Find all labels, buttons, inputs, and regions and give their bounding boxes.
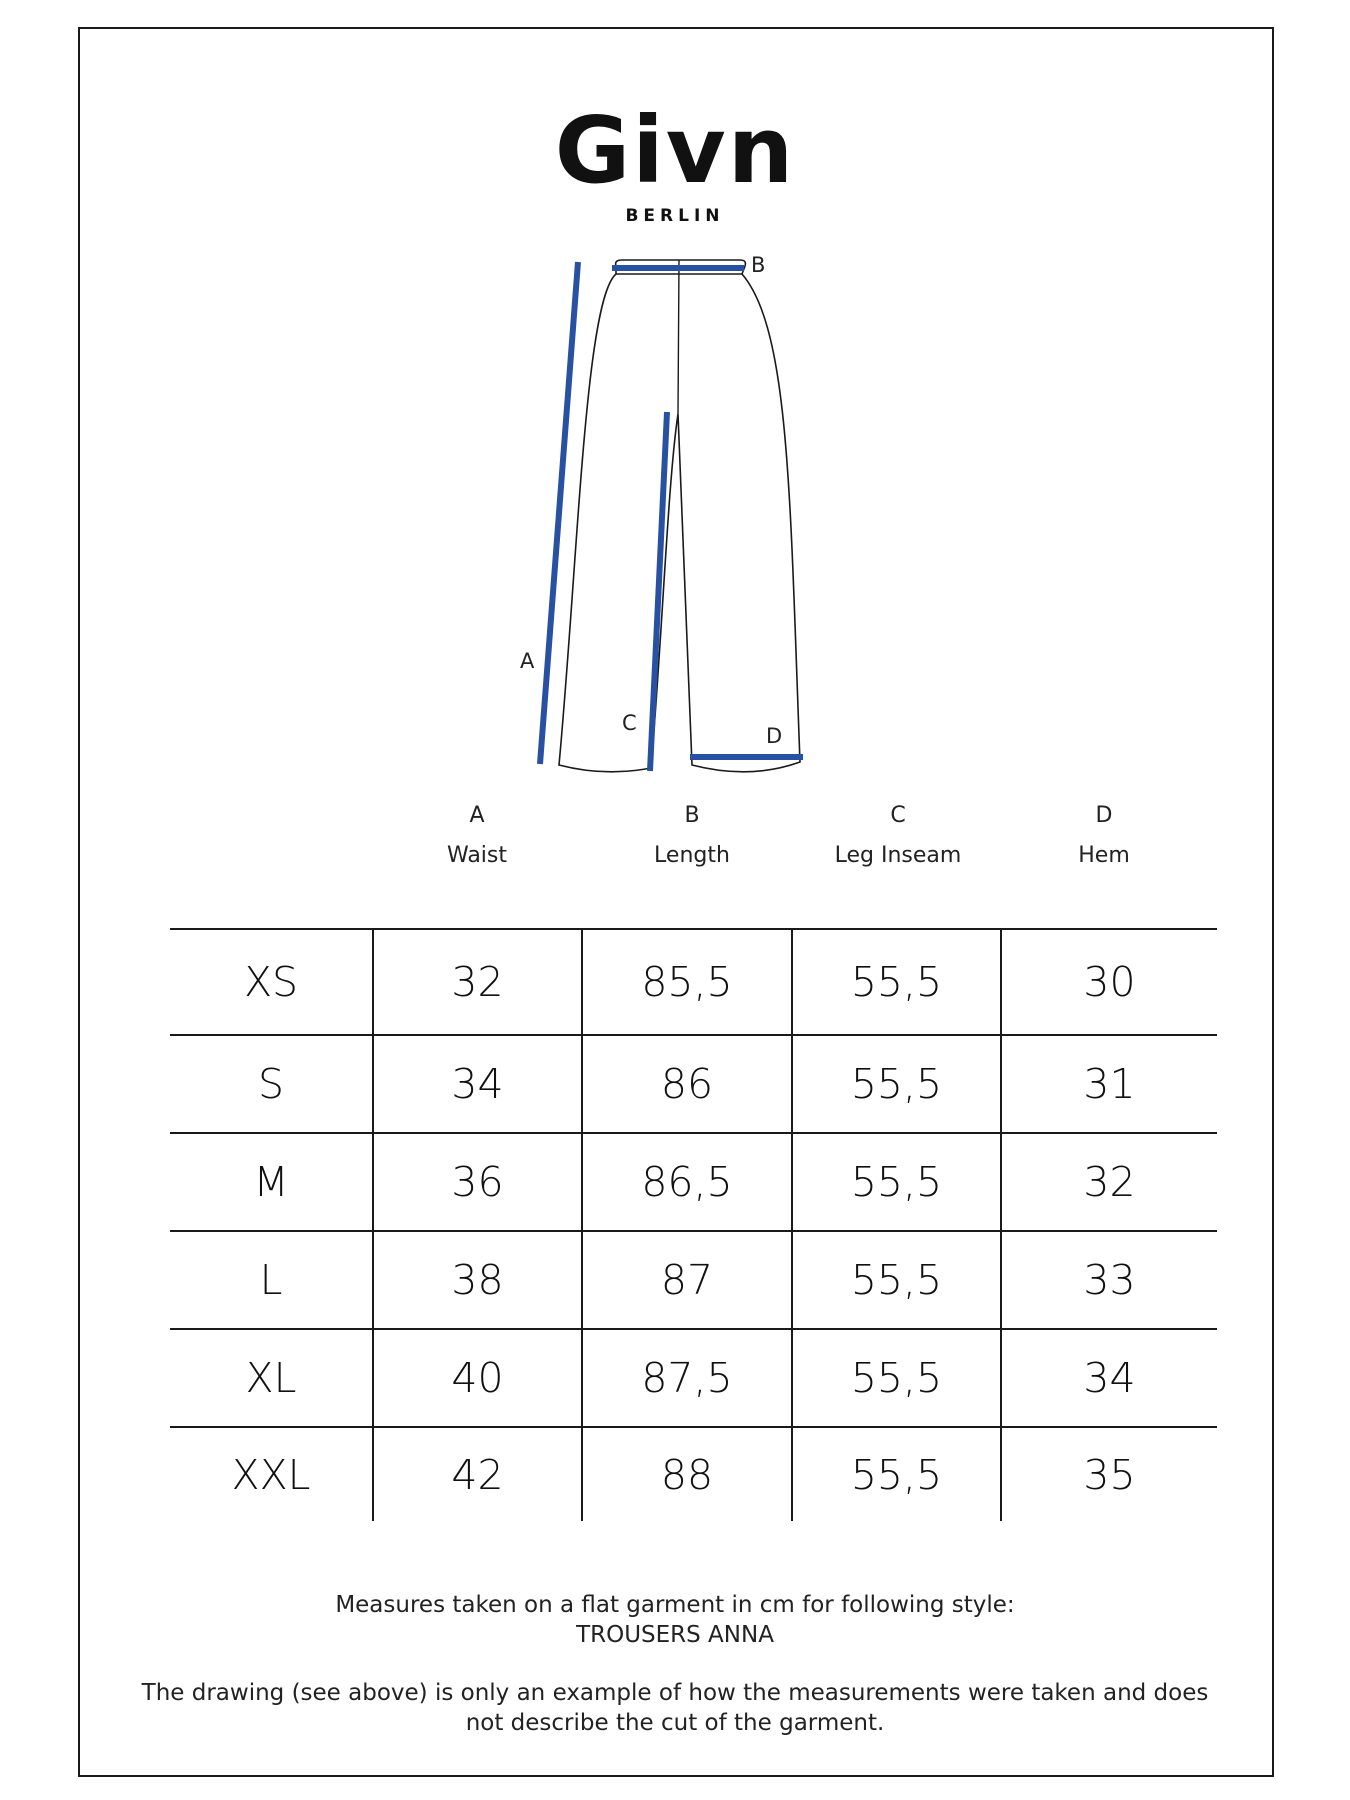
length-cell: 86,5: [582, 1133, 792, 1231]
waist-cell: 40: [373, 1329, 582, 1427]
column-name: Hem: [1078, 843, 1130, 868]
size-cell: S: [170, 1035, 373, 1133]
hem-cell: 33: [1001, 1231, 1217, 1329]
table-row: [170, 1133, 1217, 1231]
table-row: [170, 1035, 1217, 1133]
diagram-label-c: C: [622, 711, 637, 735]
trousers-outline: [559, 274, 800, 772]
waist-cell: 36: [373, 1133, 582, 1231]
hem-cell: 35: [1001, 1427, 1217, 1521]
measures-note-line1: Measures taken on a flat garment in cm for following style:: [335, 1592, 1015, 1618]
inseam-cell: 55,5: [792, 1133, 1001, 1231]
column-header-hem: [974, 796, 1234, 876]
table-row: [170, 929, 1217, 1035]
brand-subtitle: BERLIN: [625, 206, 725, 226]
trousers-measurement-diagram: [500, 250, 830, 790]
size-cell: XS: [170, 929, 373, 1035]
measure-line-a: [540, 262, 578, 764]
column-letter: A: [469, 803, 485, 828]
waist-cell: 32: [373, 929, 582, 1035]
size-cell: M: [170, 1133, 373, 1231]
length-cell: 87: [582, 1231, 792, 1329]
size-cell: L: [170, 1231, 373, 1329]
table-row: [170, 1231, 1217, 1329]
hem-cell: 30: [1001, 929, 1217, 1035]
disclaimer-note: [100, 1678, 1250, 1738]
size-chart-table: [170, 928, 1217, 1521]
column-letter: C: [890, 803, 906, 828]
inseam-cell: 55,5: [792, 1329, 1001, 1427]
inseam-cell: 55,5: [792, 1035, 1001, 1133]
hem-cell: 31: [1001, 1035, 1217, 1133]
column-letter: D: [1095, 803, 1113, 828]
column-name: Leg Inseam: [834, 843, 962, 868]
waist-cell: 42: [373, 1427, 582, 1521]
inseam-cell: 55,5: [792, 929, 1001, 1035]
center-seam: [678, 260, 679, 414]
length-cell: 87,5: [582, 1329, 792, 1427]
hem-cell: 32: [1001, 1133, 1217, 1231]
length-cell: 88: [582, 1427, 792, 1521]
diagram-label-b: B: [751, 253, 766, 277]
disclaimer-line1: The drawing (see above) is only an example of how the measurements were taken and does: [141, 1680, 1209, 1706]
inseam-cell: 55,5: [792, 1231, 1001, 1329]
waist-cell: 38: [373, 1231, 582, 1329]
hem-cell: 34: [1001, 1329, 1217, 1427]
column-name: Waist: [446, 843, 508, 868]
size-cell: XXL: [170, 1427, 373, 1521]
column-name: Length: [654, 843, 730, 868]
measure-line-c: [650, 412, 667, 771]
table-row: [170, 1427, 1217, 1521]
length-cell: 86: [582, 1035, 792, 1133]
length-cell: 85,5: [582, 929, 792, 1035]
brand-logo: Givn: [554, 97, 796, 204]
disclaimer-line2: not describe the cut of the garment.: [465, 1710, 885, 1736]
size-cell: XL: [170, 1329, 373, 1427]
table-row: [170, 1329, 1217, 1427]
diagram-label-d: D: [766, 724, 783, 748]
style-name: TROUSERS ANNA: [576, 1622, 774, 1648]
waist-cell: 34: [373, 1035, 582, 1133]
column-letter: B: [684, 803, 700, 828]
inseam-cell: 55,5: [792, 1427, 1001, 1521]
measures-note: [100, 1590, 1250, 1650]
diagram-label-a: A: [520, 649, 535, 673]
